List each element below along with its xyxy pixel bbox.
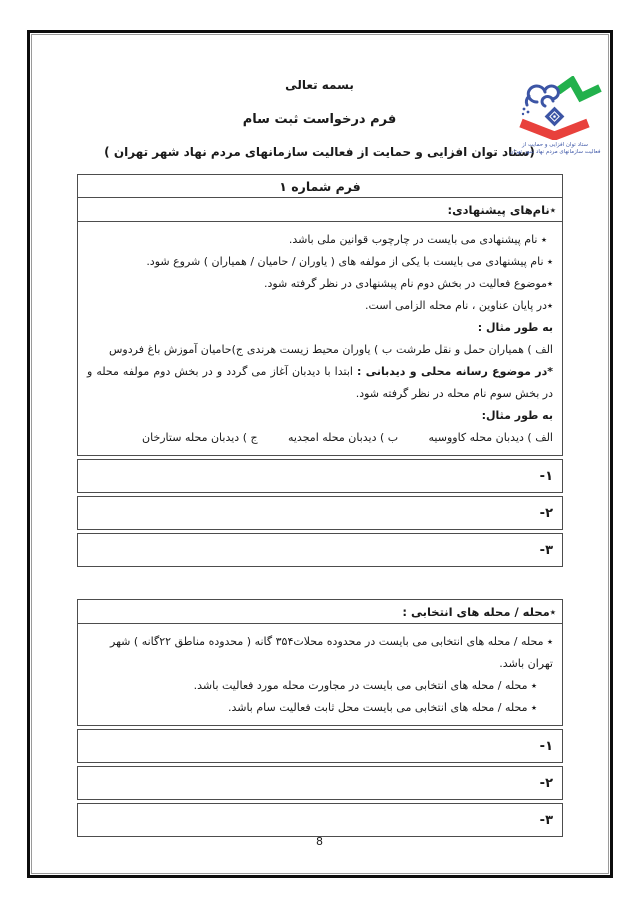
page-number: 8	[316, 835, 323, 848]
form-1-main-box	[77, 174, 563, 456]
example-item-c: ج)حامیان آموزش باغ فردوس	[109, 343, 243, 356]
example-item-a: الف ) دیدبان محله کاووسیه	[428, 431, 553, 444]
logo-caption	[506, 142, 604, 156]
media-watchdog-note-lead: *در موضوع رسانه محلی و دیدبانی :	[356, 365, 554, 378]
row-number-label: ۲-	[539, 775, 553, 791]
proposed-name-answer-row-3	[77, 533, 563, 567]
neighborhood-answer-row-1	[77, 729, 563, 763]
organization-logo-graphic	[507, 76, 603, 140]
logo-caption-line1: ستاد توان افزایی و حمایت از	[522, 142, 588, 148]
bismillah-text: بسمه تعالی	[285, 78, 354, 92]
organization-logo	[506, 76, 604, 156]
section-selected-neighborhoods-title: ٭محله / محله های انتخابی :	[78, 600, 562, 624]
proposed-names-guidelines	[78, 222, 562, 455]
guideline-item: ٭ نام پیشنهادی می بایست با یکی از مولفه های ( یاوران / حامیان / همیاران ) شروع شود.	[146, 255, 553, 268]
logo-caption-line2: فعالیت سازمانهای مردم نهاد شهر تهران	[509, 149, 601, 155]
selected-neighborhoods-guidelines	[78, 624, 562, 725]
logo-blue-dots	[522, 108, 530, 116]
example-item-b: ب ) دیدبان محله امجدیه	[287, 431, 399, 444]
example-item-c: ج ) دیدبان محله ستارخان	[142, 431, 258, 444]
row-number-label: ۱-	[539, 468, 553, 484]
guideline-item: ٭ محله / محله های انتخابی می بایست در مجاورت محله مورد فعالیت باشد.	[193, 679, 537, 692]
proposed-name-answer-row-1	[77, 459, 563, 493]
example-label: به طور مثال :	[477, 321, 553, 334]
name-examples-row	[87, 339, 553, 361]
guideline-item: ٭ نام پیشنهادی می بایست در چارچوب قوانین ملی باشد.	[288, 233, 547, 246]
row-number-label: ۱-	[539, 738, 553, 754]
media-watchdog-note-body: ابتدا با دیدبان آغاز می گردد و در بخش دوم مولفه محله و در بخش سوم نام محله در نظر گرفته شود.	[87, 365, 553, 400]
guideline-item: ٭موضوع فعالیت در بخش دوم نام پیشنهادی در نظر گرفته شود.	[263, 277, 553, 290]
form-2-main-box	[77, 599, 563, 726]
example-item-b: ب ) یاوران محیط زیست هرندی	[246, 343, 393, 356]
logo-blue-calligraphy-shape	[526, 86, 558, 106]
form-number-1-table	[77, 174, 563, 567]
document-subtitle: (ستاد توان افزایی و حمایت از فعالیت سازمانهای مردم نهاد شهر تهران )	[104, 145, 535, 159]
document-title: فرم درخواست ثبت سام	[242, 112, 397, 127]
neighborhood-answer-row-3	[77, 803, 563, 837]
guideline-item: ٭ محله / محله های انتخابی می بایست محل ثابت فعالیت سام باشد.	[227, 701, 537, 714]
guideline-item: ٭ محله / محله های انتخابی می بایست در محدوده محلات۳۵۴ گانه ( محدوده مناطق ۲۲گانه ) شهر تهران باشد.	[110, 635, 553, 670]
guideline-item: ٭در پایان عناوین ، نام محله الزامی است.	[364, 299, 553, 312]
logo-green-ribbon-shape	[558, 81, 600, 97]
row-number-label: ۲-	[539, 505, 553, 521]
example-item-a: الف ) همیاران حمل و نقل طرشت	[396, 343, 553, 356]
row-number-label: ۳-	[539, 542, 553, 558]
selected-neighborhoods-table	[77, 599, 563, 837]
neighborhood-answer-row-2	[77, 766, 563, 800]
proposed-name-answer-row-2	[77, 496, 563, 530]
row-number-label: ۳-	[539, 812, 553, 828]
form-1-title: فرم شماره ۱	[78, 175, 562, 198]
section-proposed-names-title: ٭نام‌های پیشنهادی:	[78, 198, 562, 222]
media-watchdog-note	[87, 361, 553, 405]
logo-diamond-emblem	[545, 107, 565, 127]
example-label: به طور مثال:	[481, 409, 553, 422]
watchdog-examples-row	[87, 427, 553, 449]
